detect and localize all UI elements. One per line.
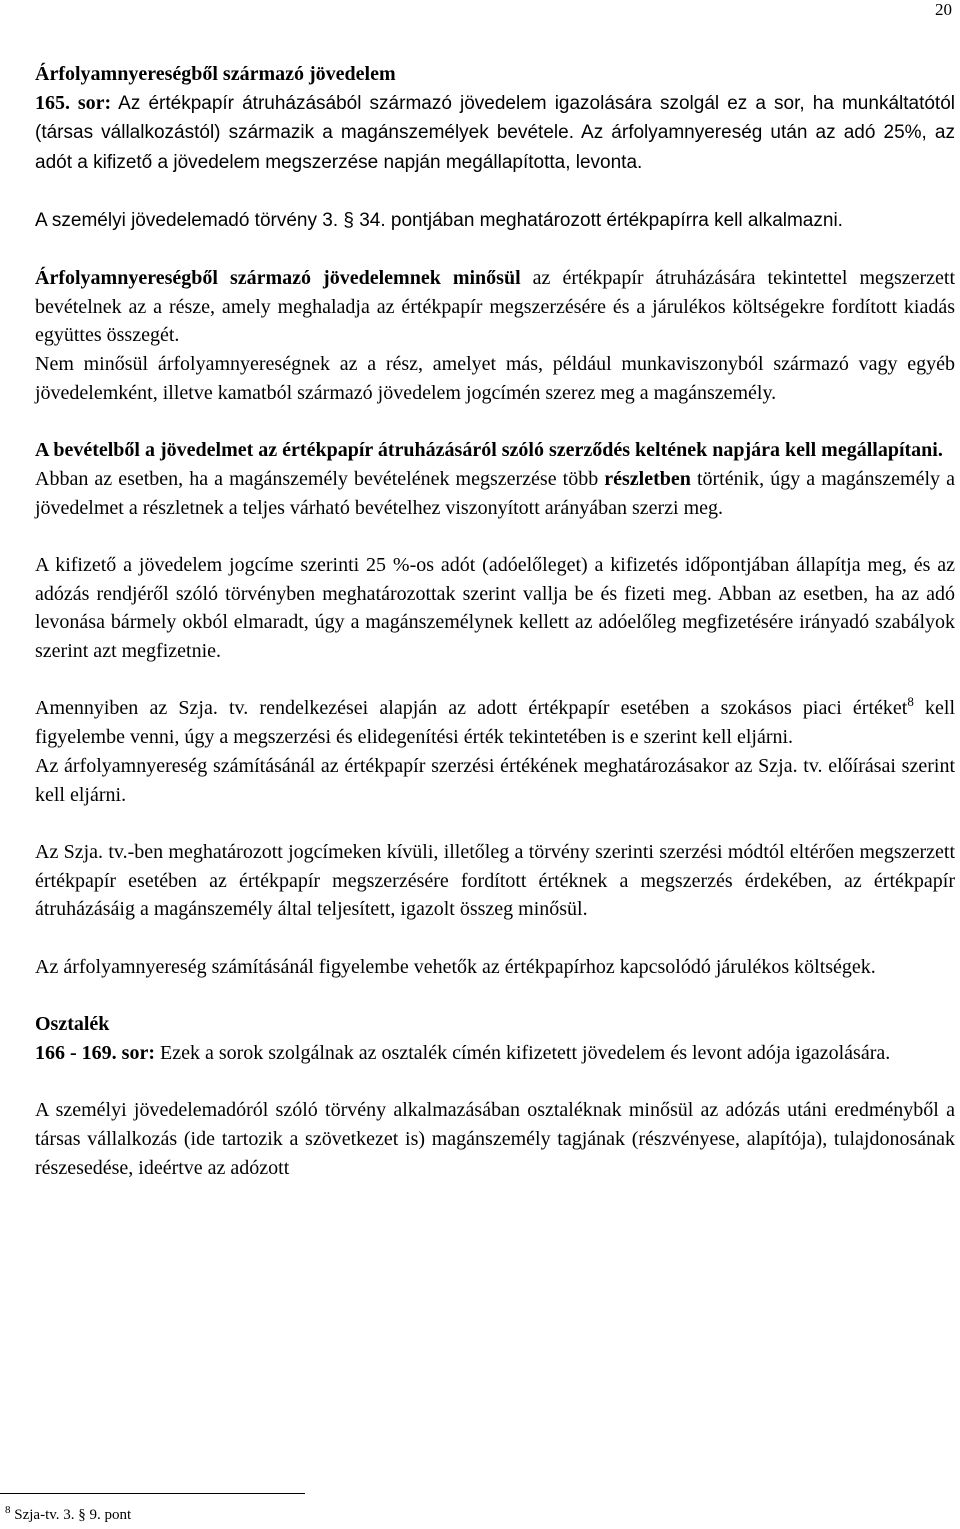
paragraph-definition: Árfolyamnyereségből származó jövedelemnek minősül az értékpapír átruházására tekintettel megszerzett bevételnek az a része, amely meghaladja az értékpapír megszerzésére és a járulékos költségekre fordított kiadás együttes összegét.	[35, 266, 956, 347]
footnote-text: Szja-tv. 3. § 9. pont	[10, 1507, 132, 1523]
paragraph-szja-reference: A személyi jövedelemadó törvény 3. § 34. pontjában meghatározott értékpapírra kell alkalmazni.	[35, 209, 843, 231]
paragraph-acquisition-value: Az árfolyamnyereség számításánál az értékpapír szerzési értékének meghatározásakor az Szja. tv. előírásai szerint kell eljárni.	[35, 754, 955, 806]
paragraph-installments: Abban az esetben, ha a magánszemély bevételének megszerzése több részletben történik, úgy a magánszemély a jövedelmet a részletnek a teljes várható bevételhez viszonyított arányában szerzi meg.	[35, 467, 955, 519]
section-heading-arfolyamnyereseg: Árfolyamnyereségből származó jövedelem	[35, 63, 396, 85]
paragraph-exclusion: Nem minősül árfolyamnyereségnek az a rész, amelyet más, például munkaviszonyból származó vagy egyéb jövedelemként, illetve kamatból származó jövedelem jogcímén szerez meg a magánszemély.	[35, 353, 955, 404]
paragraph-income-date: A bevételből a jövedelmet az értékpapír átruházásáról szóló szerződés keltének napjára kell megállapítani.	[35, 439, 943, 462]
paragraph-ancillary-costs: Az árfolyamnyereség számításánál figyelembe vehetők az értékpapírhoz kapcsolódó járulékos költségek.	[35, 955, 876, 978]
paragraph-dividend-definition: A személyi jövedelemadóról szóló törvény alkalmazásában osztaléknak minősül az adózás utáni eredményből a társas vállalkozás (ide tartozik a szövetkezet is) magánszemély tagjának (részvényese, alapítója), tulajdonosának részesedése, ideértve az adózott	[35, 1099, 955, 1179]
section-heading-osztalek: Osztalék	[35, 1013, 110, 1036]
document-body	[35, 60, 955, 1182]
footnote-marker: 8	[907, 694, 914, 710]
paragraph-other-acquisition: Az Szja. tv.-ben meghatározott jogcímeken kívüli, illetőleg a törvény szerinti szerzési módtól eltérően megszerzett értékpapír esetében az értékpapír megszerzésére fordított értéknek a megszerzés érdekében, az értékpapír átruházásáig a magánszemély által teljesített, igazolt összeg minősül.	[35, 840, 955, 921]
paragraph-market-value: Amennyiben az Szja. tv. rendelkezései alapján az adott értékpapír esetében a szokásos piaci értéket$^8$ kell figyelembe venni, úgy a megszerzési és elidegenítési érték tekintetében is e szerint kell eljárni.	[35, 694, 955, 749]
paragraph-165-sor: 165. sor: Az értékpapír átruházásából származó jövedelem igazolására szolgál ez a sor, ha munkáltatótól (társas vállalkozástól) származik a magánszemélyek bevétele. Az árfolyamnyereség után az adó 25%, az adót a kifizető a jövedelem megszerzése napján megállapította, levonta.	[35, 91, 955, 174]
footnote-number: 8	[5, 1504, 11, 1516]
paragraph-166-169-sor: 166 - 169. sor: Ezek a sorok szolgálnak az osztalék címén kifizetett jövedelem és levont adója igazolására.	[35, 1041, 891, 1064]
footnote	[5, 1500, 131, 1525]
page-number: 20	[935, 0, 952, 19]
paragraph-tax-withholding: A kifizető a jövedelem jogcíme szerinti 25 %-os adót (adóelőleget) a kifizetés időpontjában állapítja meg, és az adózás rendjéről szóló törvényben meghatározottak szerint vallja be és fizeti meg. Abban az esetben, ha az adó levonása bármely okból elmaradt, úgy a magánszemélynek kellett az adóelőleg megfizetésére irányadó szabályok szerint azt megfizetnie.	[35, 553, 955, 662]
footnote-divider	[0, 1493, 305, 1494]
